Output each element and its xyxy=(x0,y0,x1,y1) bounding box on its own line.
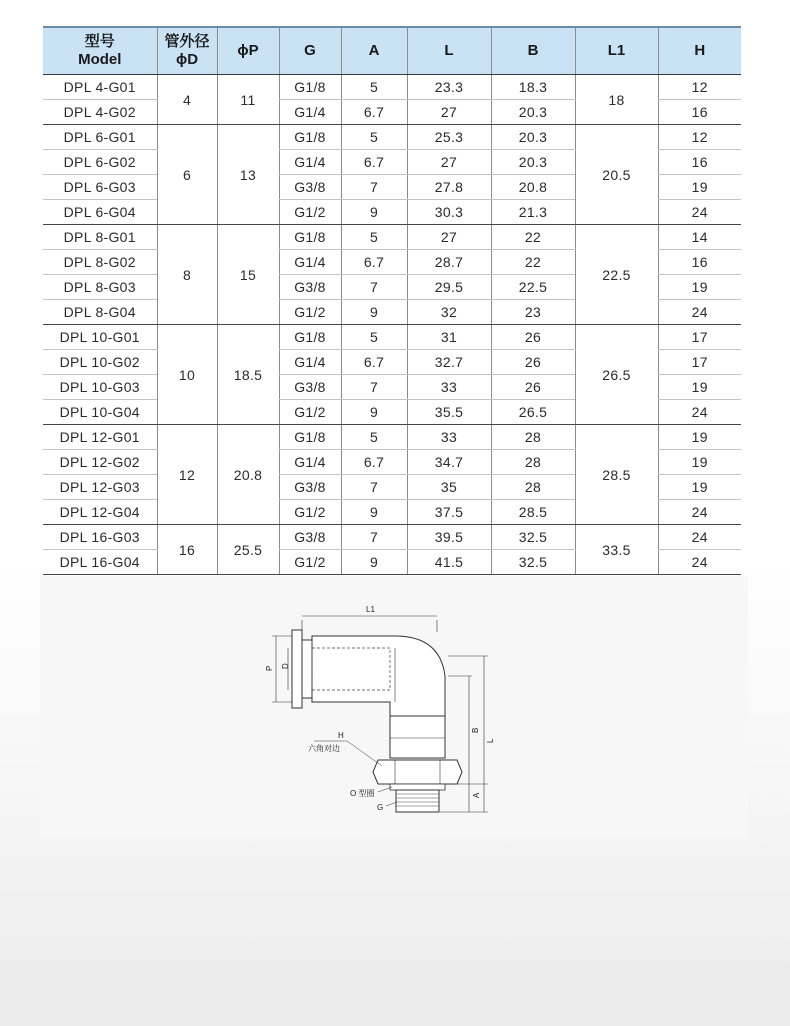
cell-model: DPL 6-G03 xyxy=(43,175,157,200)
cell-h: 14 xyxy=(658,225,741,250)
cell-p: 25.5 xyxy=(217,525,279,575)
cell-h: 17 xyxy=(658,350,741,375)
cell-h: 19 xyxy=(658,375,741,400)
cell-h: 19 xyxy=(658,475,741,500)
cell-l: 25.3 xyxy=(407,125,491,150)
spec-table xyxy=(43,26,741,575)
elbow-fitting-diagram xyxy=(250,598,510,828)
table-row xyxy=(43,425,741,450)
cell-l: 39.5 xyxy=(407,525,491,550)
cell-outer-diameter: 8 xyxy=(157,225,217,325)
cell-model: DPL 16-G03 xyxy=(43,525,157,550)
header-l: L xyxy=(407,27,491,75)
cell-h: 24 xyxy=(658,300,741,325)
hex-nut xyxy=(373,760,462,784)
cell-b: 20.3 xyxy=(491,100,575,125)
cell-b: 22 xyxy=(491,250,575,275)
cell-a: 9 xyxy=(341,550,407,575)
h-leader xyxy=(347,741,382,766)
cell-l: 32 xyxy=(407,300,491,325)
cell-model: DPL 8-G03 xyxy=(43,275,157,300)
cell-b: 20.8 xyxy=(491,175,575,200)
cell-a: 5 xyxy=(341,425,407,450)
cell-model: DPL 6-G04 xyxy=(43,200,157,225)
label-p: P xyxy=(265,665,274,671)
cell-l: 28.7 xyxy=(407,250,491,275)
cell-g: G3/8 xyxy=(279,525,341,550)
cell-model: DPL 8-G04 xyxy=(43,300,157,325)
cell-b: 26 xyxy=(491,325,575,350)
cell-a: 5 xyxy=(341,125,407,150)
cell-g: G3/8 xyxy=(279,175,341,200)
cell-model: DPL 10-G03 xyxy=(43,375,157,400)
cell-g: G1/8 xyxy=(279,425,341,450)
cell-l: 34.7 xyxy=(407,450,491,475)
cell-b: 26 xyxy=(491,350,575,375)
cell-h: 19 xyxy=(658,175,741,200)
cell-l: 35 xyxy=(407,475,491,500)
o-ring xyxy=(390,784,445,790)
header-model-cn: 型号 xyxy=(84,33,115,50)
header-p: ϕP xyxy=(217,27,279,75)
cell-b: 26.5 xyxy=(491,400,575,425)
cell-l1: 18 xyxy=(575,75,658,125)
cell-g: G1/8 xyxy=(279,75,341,100)
cell-h: 16 xyxy=(658,250,741,275)
header-a: A xyxy=(341,27,407,75)
collet xyxy=(302,640,312,698)
cell-model: DPL 4-G01 xyxy=(43,75,157,100)
cell-a: 6.7 xyxy=(341,450,407,475)
cell-model: DPL 10-G04 xyxy=(43,400,157,425)
cell-p: 11 xyxy=(217,75,279,125)
header-od-symbol: ϕD xyxy=(175,51,199,68)
table-row xyxy=(43,75,741,100)
cell-l: 33 xyxy=(407,425,491,450)
cell-b: 26 xyxy=(491,375,575,400)
stem-body xyxy=(390,716,445,758)
cell-l1: 22.5 xyxy=(575,225,658,325)
table-header-row xyxy=(43,27,741,75)
cell-g: G1/2 xyxy=(279,300,341,325)
cell-b: 18.3 xyxy=(491,75,575,100)
cell-outer-diameter: 16 xyxy=(157,525,217,575)
cell-b: 20.3 xyxy=(491,125,575,150)
cell-b: 22 xyxy=(491,225,575,250)
cell-g: G3/8 xyxy=(279,275,341,300)
cell-b: 28 xyxy=(491,450,575,475)
spec-table-body xyxy=(43,75,741,575)
cell-g: G1/2 xyxy=(279,500,341,525)
cell-outer-diameter: 12 xyxy=(157,425,217,525)
cell-b: 32.5 xyxy=(491,525,575,550)
label-l: L xyxy=(486,738,495,743)
cell-model: DPL 10-G02 xyxy=(43,350,157,375)
cell-b: 21.3 xyxy=(491,200,575,225)
cell-g: G1/4 xyxy=(279,250,341,275)
cell-g: G1/8 xyxy=(279,225,341,250)
cell-g: G3/8 xyxy=(279,475,341,500)
label-d: D xyxy=(281,663,290,669)
cell-l: 27 xyxy=(407,150,491,175)
cell-a: 6.7 xyxy=(341,150,407,175)
cell-h: 24 xyxy=(658,550,741,575)
cell-l: 41.5 xyxy=(407,550,491,575)
header-b: B xyxy=(491,27,575,75)
cell-a: 5 xyxy=(341,75,407,100)
cell-g: G1/8 xyxy=(279,125,341,150)
cell-b: 28 xyxy=(491,475,575,500)
table-row xyxy=(43,525,741,550)
cell-b: 23 xyxy=(491,300,575,325)
label-oring: O 型圈 xyxy=(350,789,375,798)
cell-a: 7 xyxy=(341,375,407,400)
cell-l: 23.3 xyxy=(407,75,491,100)
cell-l: 27 xyxy=(407,100,491,125)
label-b: B xyxy=(471,727,480,733)
cell-g: G1/2 xyxy=(279,200,341,225)
cell-outer-diameter: 4 xyxy=(157,75,217,125)
cell-outer-diameter: 6 xyxy=(157,125,217,225)
cell-model: DPL 8-G02 xyxy=(43,250,157,275)
g-leader xyxy=(386,802,397,806)
cell-a: 5 xyxy=(341,325,407,350)
header-g: G xyxy=(279,27,341,75)
header-model-en: Model xyxy=(78,51,122,68)
cell-p: 15 xyxy=(217,225,279,325)
header-l1: L1 xyxy=(575,27,658,75)
cell-l: 32.7 xyxy=(407,350,491,375)
cell-outer-diameter: 10 xyxy=(157,325,217,425)
cell-a: 9 xyxy=(341,400,407,425)
cell-h: 24 xyxy=(658,200,741,225)
cell-b: 32.5 xyxy=(491,550,575,575)
cell-model: DPL 6-G01 xyxy=(43,125,157,150)
cell-model: DPL 4-G02 xyxy=(43,100,157,125)
cell-model: DPL 16-G04 xyxy=(43,550,157,575)
label-hex: 六角对边 xyxy=(308,744,340,753)
cell-model: DPL 8-G01 xyxy=(43,225,157,250)
header-model xyxy=(43,27,157,75)
cell-l: 27 xyxy=(407,225,491,250)
label-h: H xyxy=(338,731,344,740)
cell-b: 22.5 xyxy=(491,275,575,300)
cell-l: 27.8 xyxy=(407,175,491,200)
cell-a: 9 xyxy=(341,300,407,325)
label-a: A xyxy=(472,792,481,798)
cell-h: 24 xyxy=(658,400,741,425)
cell-l: 30.3 xyxy=(407,200,491,225)
cell-h: 16 xyxy=(658,150,741,175)
cell-model: DPL 10-G01 xyxy=(43,325,157,350)
cell-a: 6.7 xyxy=(341,100,407,125)
cell-h: 24 xyxy=(658,500,741,525)
cell-h: 12 xyxy=(658,75,741,100)
cell-p: 13 xyxy=(217,125,279,225)
cell-g: G3/8 xyxy=(279,375,341,400)
cell-g: G1/4 xyxy=(279,100,341,125)
cell-h: 17 xyxy=(658,325,741,350)
cell-l: 29.5 xyxy=(407,275,491,300)
cell-h: 19 xyxy=(658,275,741,300)
cell-l1: 26.5 xyxy=(575,325,658,425)
release-ring xyxy=(292,630,302,708)
cell-a: 7 xyxy=(341,175,407,200)
cell-l: 37.5 xyxy=(407,500,491,525)
bottom-band xyxy=(0,962,790,1026)
cell-g: G1/4 xyxy=(279,350,341,375)
cell-g: G1/2 xyxy=(279,400,341,425)
header-od-cn: 管外径 xyxy=(164,33,210,50)
table-row xyxy=(43,325,741,350)
label-l1: L1 xyxy=(366,605,375,614)
cell-model: DPL 6-G02 xyxy=(43,150,157,175)
cell-g: G1/4 xyxy=(279,150,341,175)
cell-l1: 28.5 xyxy=(575,425,658,525)
header-h: H xyxy=(658,27,741,75)
cell-model: DPL 12-G04 xyxy=(43,500,157,525)
cell-a: 7 xyxy=(341,475,407,500)
cell-p: 20.8 xyxy=(217,425,279,525)
cell-p: 18.5 xyxy=(217,325,279,425)
thread xyxy=(396,790,439,812)
cell-h: 19 xyxy=(658,450,741,475)
cell-l1: 33.5 xyxy=(575,525,658,575)
cell-g: G1/2 xyxy=(279,550,341,575)
cell-l: 33 xyxy=(407,375,491,400)
cell-model: DPL 12-G02 xyxy=(43,450,157,475)
cell-g: G1/8 xyxy=(279,325,341,350)
cell-model: DPL 12-G01 xyxy=(43,425,157,450)
cell-b: 20.3 xyxy=(491,150,575,175)
cell-h: 24 xyxy=(658,525,741,550)
cell-b: 28.5 xyxy=(491,500,575,525)
cell-a: 7 xyxy=(341,275,407,300)
table-row xyxy=(43,125,741,150)
cell-h: 16 xyxy=(658,100,741,125)
cell-b: 28 xyxy=(491,425,575,450)
cell-h: 12 xyxy=(658,125,741,150)
cell-a: 9 xyxy=(341,500,407,525)
cell-g: G1/4 xyxy=(279,450,341,475)
cell-l: 35.5 xyxy=(407,400,491,425)
cell-a: 7 xyxy=(341,525,407,550)
cell-a: 5 xyxy=(341,225,407,250)
cell-a: 6.7 xyxy=(341,350,407,375)
table-row xyxy=(43,225,741,250)
cell-l1: 20.5 xyxy=(575,125,658,225)
cell-h: 19 xyxy=(658,425,741,450)
cell-model: DPL 12-G03 xyxy=(43,475,157,500)
header-outer-diameter xyxy=(157,27,217,75)
label-g: G xyxy=(377,803,384,812)
cell-a: 6.7 xyxy=(341,250,407,275)
cell-a: 9 xyxy=(341,200,407,225)
cell-l: 31 xyxy=(407,325,491,350)
